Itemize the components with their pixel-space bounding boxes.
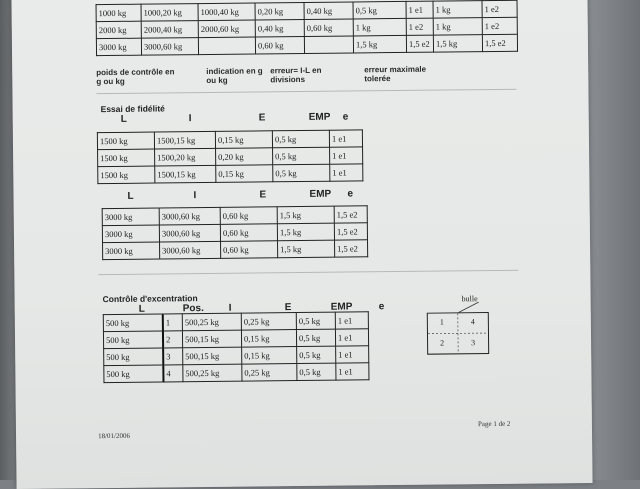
table-cell: 500,15 kg (183, 347, 242, 365)
column-header: I (193, 190, 196, 201)
table-cell: 3000 kg (102, 208, 159, 226)
column-header: EMP (331, 301, 353, 312)
table-cell: 0,40 kg (255, 19, 304, 37)
table-cell (304, 36, 353, 54)
table-cell: 0,40 kg (304, 2, 353, 20)
table-cell: 3000,60 kg (141, 38, 198, 56)
table-cell: 3000,60 kg (159, 224, 220, 242)
table-cell: 2000,60 kg (198, 20, 255, 38)
table-cell: 500,25 kg (183, 364, 242, 382)
table-cell: 0,5 kg (297, 363, 336, 380)
table-cell: 1 kg (433, 1, 482, 19)
table-cell: 1500,15 kg (155, 165, 216, 183)
table-cell: 0,60 kg (304, 19, 353, 37)
table-cell: 0,15 kg (216, 165, 273, 183)
column-header: L (139, 304, 145, 315)
table-cell: 0,15 kg (241, 330, 296, 348)
column-header: EMP (309, 189, 331, 200)
table-cell: 0,25 kg (242, 364, 297, 382)
table-cell: 1,5 e2 (334, 223, 367, 240)
table-cell: 3000 kg (102, 225, 159, 243)
column-header: E (259, 189, 266, 200)
excentration-title: Contrôle d'excentration (103, 293, 198, 304)
legend-control-weight: poids de contrôle en g ou kg (96, 67, 174, 86)
table-cell: 1500 kg (98, 166, 155, 184)
table-cell: 1 e2 (482, 17, 517, 34)
table-cell: 1,5 kg (278, 240, 335, 258)
table-cell: 0,60 kg (220, 224, 277, 242)
table-cell: 500 kg (103, 314, 163, 332)
table-cell: 1000,40 kg (198, 3, 255, 21)
table-cell: 1 e1 (336, 363, 369, 380)
column-header: e (379, 301, 385, 312)
table-cell: 4 (163, 365, 183, 382)
table-cell: 1500,20 kg (155, 148, 216, 166)
column-header: Pos. (183, 303, 204, 314)
document-page (11, 0, 592, 489)
table-cell: 0,5 kg (353, 1, 406, 19)
legend-error: erreur= I-L en divisions (270, 66, 321, 85)
table-cell: 1 e2 (482, 0, 517, 17)
table-cell: 1 e2 (406, 18, 433, 35)
table-cell: 0,5 kg (273, 147, 330, 165)
table-cell: 2000,40 kg (141, 21, 198, 39)
fidelite-table-1 (97, 129, 364, 184)
top-results-table (96, 0, 519, 56)
table-cell: 3 (163, 348, 183, 365)
table-cell: 1 e1 (336, 346, 369, 363)
table-row (103, 240, 368, 260)
footer-date: 18/01/2006 (98, 432, 130, 440)
column-header: EMP (309, 112, 331, 123)
table-cell: 1,5 kg (277, 206, 334, 224)
table-cell: 1 e1 (335, 312, 368, 329)
table-cell: 3000,60 kg (159, 207, 220, 225)
position-4-label: 4 (471, 317, 475, 326)
table-cell: 0,20 kg (255, 2, 304, 20)
table-cell: 1 e1 (329, 130, 362, 147)
table-cell: 500,15 kg (182, 330, 241, 348)
column-header: I (189, 113, 192, 124)
table-cell: 1500,15 kg (154, 131, 215, 149)
column-header: L (127, 191, 133, 202)
table-cell: 500,25 kg (182, 313, 241, 331)
excentration-table (103, 311, 370, 383)
table-cell: 1 e1 (406, 1, 433, 18)
table-cell: 1,5 kg (353, 35, 406, 53)
table-cell: 0,60 kg (220, 207, 277, 225)
table-cell: 1 e1 (330, 147, 363, 164)
column-header: e (347, 188, 353, 199)
column-header: I (229, 303, 232, 314)
footer-page: Page 1 de 2 (478, 420, 511, 428)
legend-max-error: erreur maximale tolerée (364, 65, 426, 84)
table-cell (198, 37, 255, 55)
table-cell: 1 kg (433, 18, 482, 36)
table-cell: 1,5 kg (277, 223, 334, 241)
table-cell: 0,5 kg (272, 130, 329, 148)
table-cell: 1000,20 kg (141, 4, 198, 22)
fidelite-table-2 (102, 205, 369, 260)
table-cell: 0,25 kg (241, 313, 296, 331)
table-cell: 1 (163, 314, 183, 331)
divider-2 (98, 270, 518, 275)
fidelite-title: Essai de fidélité (101, 103, 165, 114)
position-diagram (427, 312, 489, 355)
table-cell: 0,5 kg (297, 346, 336, 363)
table-cell: 2 (163, 331, 183, 348)
table-cell: 3000 kg (96, 38, 141, 55)
table-cell: 500 kg (103, 331, 163, 349)
table-cell: 1,5 e2 (482, 34, 517, 51)
table-cell: 1500 kg (97, 132, 154, 150)
table-cell: 1,5 e2 (334, 206, 367, 223)
table-cell: 1 e1 (330, 164, 363, 181)
table-cell: 0,60 kg (221, 241, 278, 259)
table-cell: 0,5 kg (273, 164, 330, 182)
table-cell: 2000 kg (96, 21, 141, 38)
table-cell: 500 kg (104, 365, 164, 383)
table-cell: 1 kg (353, 18, 406, 36)
column-header: L (121, 114, 127, 125)
table-cell: 1,5 e2 (406, 35, 433, 52)
table-cell: 1,5 kg (433, 35, 482, 53)
table-cell: 0,5 kg (296, 312, 335, 329)
legend-indication: indication en g ou kg (206, 66, 263, 85)
table-cell: 0,20 kg (216, 148, 273, 166)
table-cell: 3000,60 kg (160, 241, 221, 259)
table-cell: 3000 kg (103, 242, 160, 260)
bulle-label: bulle (462, 294, 478, 303)
table-row (98, 164, 363, 184)
table-cell: 1 e1 (335, 329, 368, 346)
divider-1 (96, 89, 516, 94)
position-2-label: 2 (440, 339, 444, 348)
table-row (104, 363, 369, 383)
table-row (96, 34, 517, 55)
table-cell: 0,5 kg (296, 329, 335, 346)
table-cell: 0,15 kg (215, 131, 272, 149)
column-header: E (259, 112, 266, 123)
position-3-label: 3 (471, 338, 475, 347)
column-header: E (285, 302, 292, 313)
table-cell: 500 kg (104, 348, 164, 366)
column-header: e (343, 112, 349, 123)
table-cell: 0,60 kg (255, 36, 304, 54)
table-cell: 1500 kg (98, 149, 155, 167)
table-cell: 1000 kg (96, 4, 141, 21)
table-cell: 1,5 e2 (335, 240, 368, 257)
position-1-label: 1 (440, 318, 444, 327)
table-cell: 0,15 kg (242, 347, 297, 365)
